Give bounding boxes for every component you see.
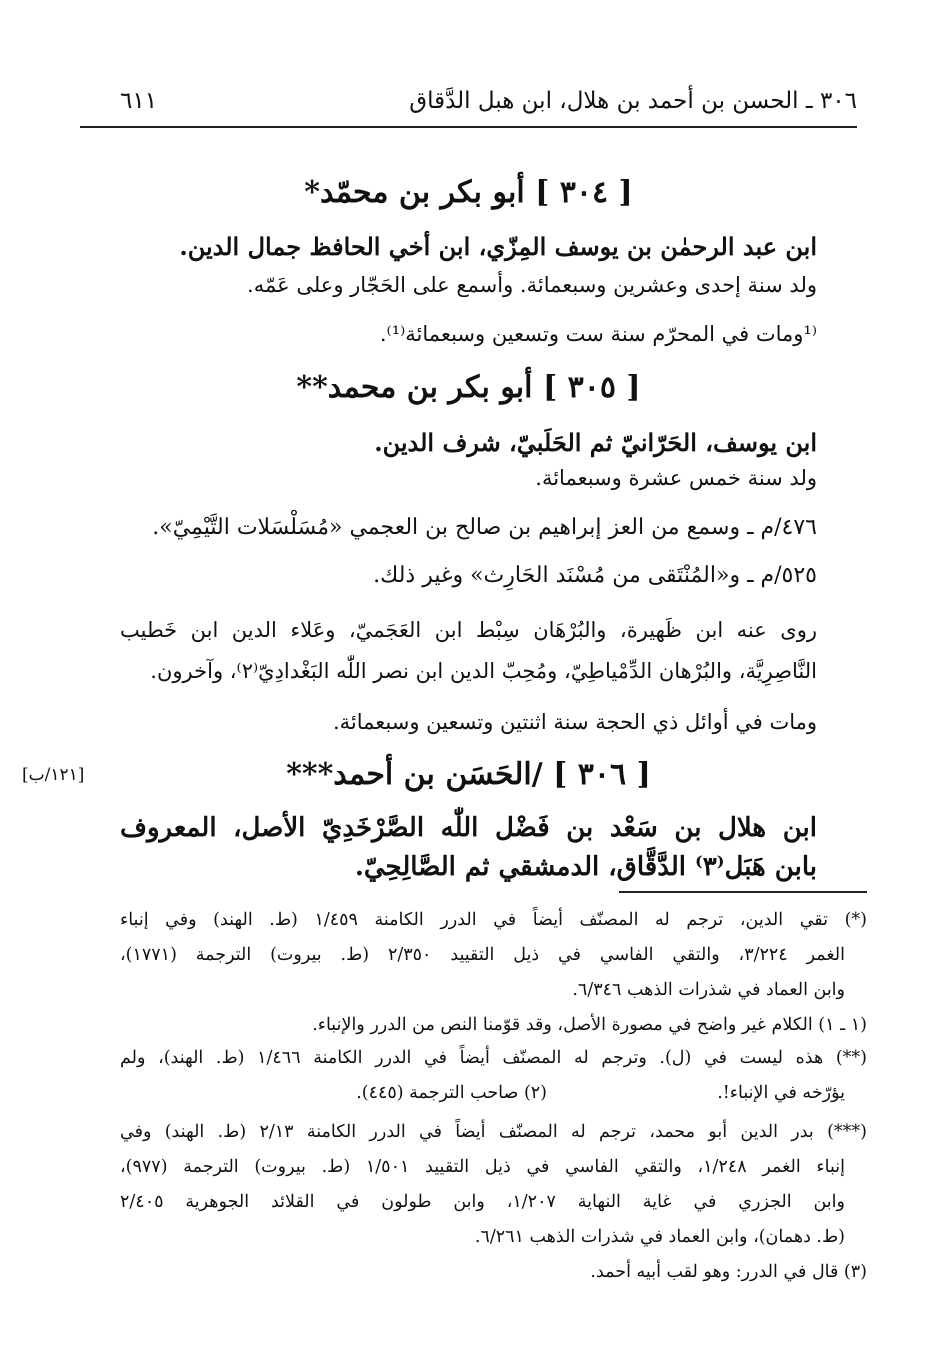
footnote-5: (٣) قال في الدرر: وهو لقب أبيه أحمد. [590,1262,867,1282]
footnote-4-line-2: إنباء الغمر ١/٢٤٨، والتقي الفاسي في ذيل التقييد ١/٥٠١ (ط. بيروت) الترجمة (٩٧٧)، [120,1157,845,1177]
entry-305-death: ومات في أوائل ذي الحجة سنة اثنتين وتسعين وسبعمائة. [332,710,817,734]
running-header-title: ٣٠٦ ـ الحسن بن أحمد بن هلال، ابن هبل الدَّقاق [409,88,857,114]
footnote-1-line-3: وابن العماد في شذرات الذهب ٦/٣٤٦. [572,980,845,1000]
entry-306-heading: [ ٣٠٦ ] /الحَسَن بن أحمد*** [286,757,651,792]
entry-305-birth: ولد سنة خمس عشرة وسبعمائة. [535,466,817,490]
entry-305-ref-476: ٤٧٦/م ـ وسمع من العز إبراهيم بن صالح بن العجمي «مُسَلْسَلات التَّيْمِيّ». [152,515,817,540]
entry-305-narrators-line-1: روى عنه ابن ظَهيرة، والبُرْهَان سِبْط ابن العَجَميّ، وعَلاء الدين ابن خَطيب [120,618,817,642]
footnote-rule [619,891,867,893]
page-number: ٦١١ [120,88,158,114]
entry-304-heading: [ ٣٠٤ ] أبو بكر بن محمّد* [304,175,633,210]
entry-305-lineage: ابن يوسف، الحَرّانيّ ثم الحَلَبيّ، شرف الدين. [374,428,817,457]
folio-margin-note: [١٢١/ب] [22,765,85,785]
footnote-4-line-1: (***) بدر الدين أبو محمد، ترجم له المصنّف أيضاً في الدرر الكامنة ٢/١٣ (ط. الهند) وفي [120,1122,867,1142]
entry-306-lineage-line-1: ابن هلال بن سَعْد بن فَضْل اللّٰه الصَّرْخَدِيّ الأصل، المعروف [120,813,817,843]
entry-304-birth: ولد سنة إحدى وعشرين وسبعمائة. وأسمع على الحَجّار وعلى عَمّه. [247,273,817,297]
entry-305-ref-525: ٥٢٥/م ـ و«المُنْتَقى من مُسْنَد الحَارِث» وغير ذلك. [373,563,817,588]
footnote-1-line-1: (*) تقي الدين، ترجم له المصنّف أيضاً في الدرر الكامنة ١/٤٥٩ (ط. الهند) وفي إنباء [120,910,867,930]
footnote-4-line-4: (ط. دهمان)، وابن العماد في شذرات الذهب ٦/٢٦١. [474,1227,845,1247]
footnote-3-line-2: يؤرّخه في الإنباء!. [717,1083,845,1103]
footnote-4-line-3: وابن الجزري في غاية النهاية ١/٢٠٧، وابن طولون في القلائد الجوهرية ٢/٤٠٥ [120,1192,845,1212]
footnote-2: (١ ـ ١) الكلام غير واضح في مصورة الأصل، وقد قوّمنا النص من الدرر والإنباء. [312,1015,867,1035]
footnote-1-line-2: الغمر ٣/٢٢٤، والتقي الفاسي في ذيل التقييد ٢/٣٥٠ (ط. بيروت) الترجمة (١٧٧١)، [120,945,845,965]
entry-305-narrators-line-2: النَّاصِرِيَّة، والبُرْهان الدِّمْياطِيّ، ومُحِبّ الدين ابن نصر اللّٰه البَغْدادِيّ⁽٢⁾، وآخرون. [150,659,817,683]
footnote-2-marker-note: (٢) صاحب الترجمة (٤٤٥). [356,1083,547,1103]
footnote-3-line-1: (**) هذه ليست في (ل). وترجم له المصنّف أيضاً في الدرر الكامنة ١/٤٦٦ (ط. الهند)، ولم [120,1048,867,1068]
header-rule [80,126,857,128]
entry-306-lineage-line-2: بابن هَبَل⁽٣⁾ الدَّقَّاق، الدمشقي ثم الصَّالِحِيّ. [354,852,817,882]
entry-304-lineage: ابن عبد الرحمٰن بن يوسف المِزّي، ابن أخي الحافظ جمال الدين. [179,232,817,261]
entry-305-heading: [ ٣٠٥ ] أبو بكر بن محمد** [296,370,641,405]
entry-304-death: ⁽¹ومات في المحرّم سنة ست وتسعين وسبعمائة⁽¹⁾. [379,322,817,346]
